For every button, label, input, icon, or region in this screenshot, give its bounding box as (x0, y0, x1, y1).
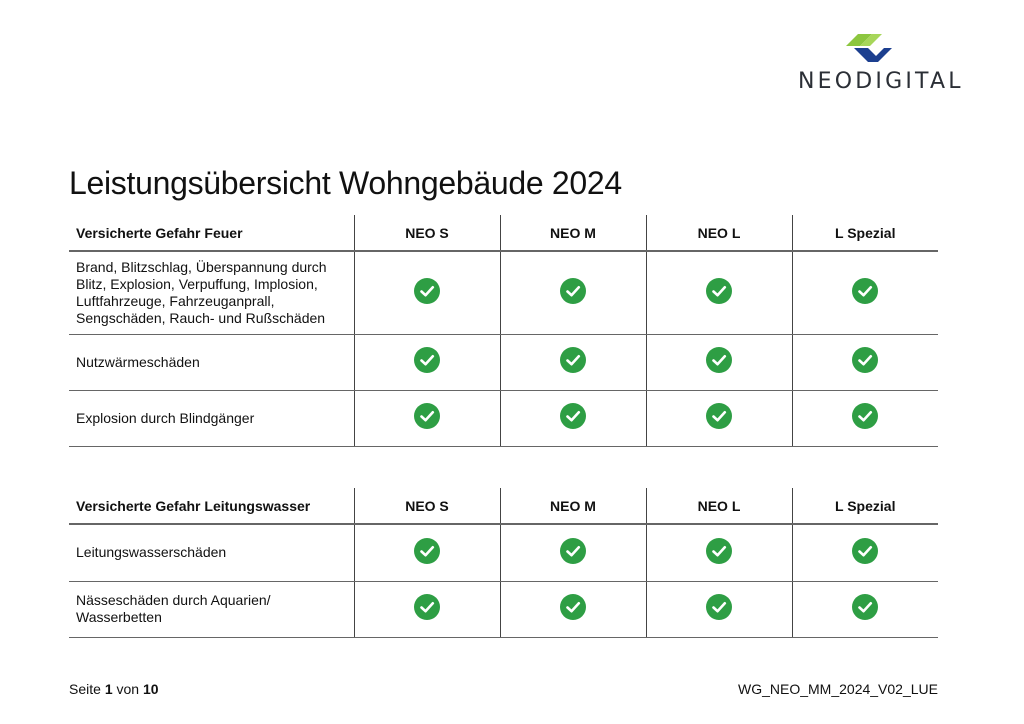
check-cell (500, 334, 646, 390)
check-circle-icon (706, 538, 732, 568)
table-row (69, 334, 938, 390)
check-cell (500, 390, 646, 446)
row-label: Leitungswasserschäden (69, 524, 354, 581)
column-header-neo-m: NEO M (500, 215, 646, 251)
coverage-table-fire (69, 215, 938, 447)
check-circle-icon (852, 538, 878, 568)
column-header-neo-l: NEO L (646, 215, 792, 251)
check-circle-icon (852, 403, 878, 433)
table-row (69, 390, 938, 446)
check-cell (646, 524, 792, 581)
column-header-neo-l: NEO L (646, 488, 792, 524)
check-cell (646, 390, 792, 446)
row-label: Brand, Blitzschlag, Überspannung durch Blitz, Explosion, Verpuffung, Implosion, Luftfahrzeuge, Fahrzeuganprall, Sengschäden, Rauch- und Rußschäden (69, 251, 354, 334)
table-row (69, 524, 938, 581)
check-circle-icon (706, 594, 732, 624)
check-circle-icon (706, 347, 732, 377)
page-separator: von (116, 681, 140, 697)
check-circle-icon (852, 347, 878, 377)
column-header-neo-m: NEO M (500, 488, 646, 524)
check-cell (646, 251, 792, 334)
page-current: 1 (104, 681, 113, 697)
check-circle-icon (560, 594, 586, 624)
row-label: Nutzwärmeschäden (69, 334, 354, 390)
page-total: 10 (142, 681, 159, 697)
table-row (69, 251, 938, 334)
table-section-header: Versicherte Gefahr Leitungswasser (69, 488, 354, 524)
neodigital-logo (798, 30, 964, 94)
page-number (69, 681, 159, 697)
check-circle-icon (414, 538, 440, 568)
check-cell (792, 334, 938, 390)
check-circle-icon (560, 278, 586, 308)
check-circle-icon (414, 278, 440, 308)
check-circle-icon (414, 403, 440, 433)
check-cell (646, 581, 792, 637)
logo-mark-icon (846, 34, 892, 64)
column-header-neo-s: NEO S (354, 215, 500, 251)
check-cell (500, 251, 646, 334)
check-circle-icon (560, 538, 586, 568)
column-header-l-spezial: L Spezial (792, 488, 938, 524)
row-label: Nässeschäden durch Aquarien/ Wasserbetten (69, 581, 354, 637)
column-header-neo-s: NEO S (354, 488, 500, 524)
check-cell (354, 334, 500, 390)
table-row (69, 581, 938, 637)
check-circle-icon (706, 278, 732, 308)
logo-wordmark: NEODIGITAL (798, 69, 964, 94)
row-label: Explosion durch Blindgänger (69, 390, 354, 446)
table-header-row (69, 215, 938, 251)
column-header-l-spezial: L Spezial (792, 215, 938, 251)
check-cell (500, 524, 646, 581)
document-id: WG_NEO_MM_2024_V02_LUE (738, 681, 938, 697)
check-cell (500, 581, 646, 637)
check-cell (792, 524, 938, 581)
check-circle-icon (852, 278, 878, 308)
check-cell (792, 251, 938, 334)
check-circle-icon (560, 403, 586, 433)
check-cell (354, 581, 500, 637)
check-cell (354, 524, 500, 581)
page-title: Leistungsübersicht Wohngebäude 2024 (69, 165, 622, 202)
page-prefix: Seite (69, 681, 101, 697)
check-cell (354, 390, 500, 446)
table-header-row (69, 488, 938, 524)
check-cell (354, 251, 500, 334)
coverage-table-water (69, 488, 938, 638)
check-circle-icon (414, 594, 440, 624)
check-circle-icon (706, 403, 732, 433)
check-cell (646, 334, 792, 390)
check-cell (792, 390, 938, 446)
check-cell (792, 581, 938, 637)
table-section-header: Versicherte Gefahr Feuer (69, 215, 354, 251)
check-circle-icon (852, 594, 878, 624)
check-circle-icon (560, 347, 586, 377)
check-circle-icon (414, 347, 440, 377)
